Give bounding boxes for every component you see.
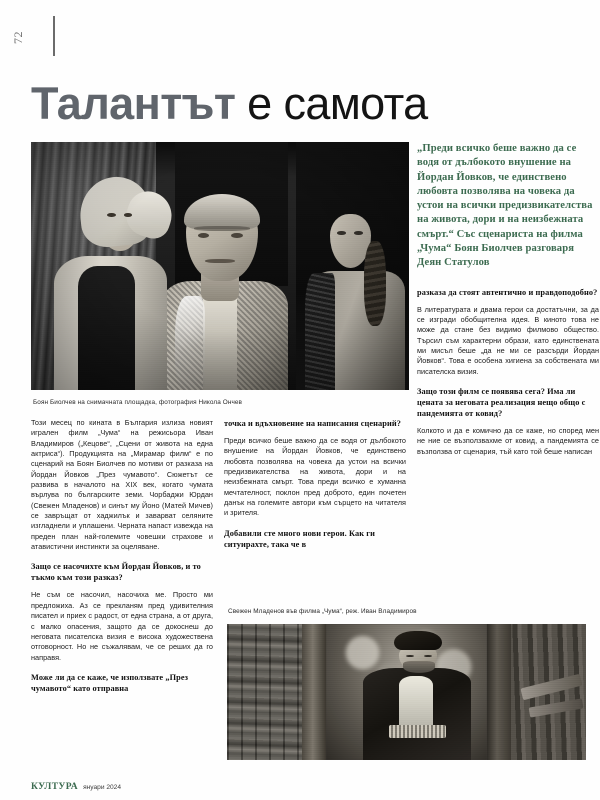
question-2-continued: точка и вдъхновение на написания сценарий?	[224, 419, 402, 428]
question-1: Защо се насочихте към Йордан Йовков, и то тъкмо към този разказ?	[31, 562, 201, 583]
footer	[31, 782, 121, 792]
answer-1: Не съм се насочил, насочиха ме. Просто ми предложиха. Аз се прекланям пред удивителния писател и приех с радост, от една страна, а от друга, с малко опасения, защото да се докоснеш до неговата писателска визия е висока художествена отговорност. Но не съжалявам, че се реших да го направя.	[31, 590, 213, 662]
photo-vignette	[31, 142, 409, 390]
folio	[11, 16, 58, 62]
second-photo-scene	[227, 624, 586, 760]
question-3-start: Добавили сте много нови герои. Как ги ситуирахте, така че в	[224, 528, 376, 549]
main-photo-scene	[31, 142, 409, 390]
second-photo	[227, 624, 586, 760]
headline-rest: е самота	[235, 78, 428, 129]
issue-date: януари 2024	[83, 784, 122, 791]
page-title	[31, 79, 428, 129]
answer-2: Преди всичко беше важно да се водя от дълбокото внушение на Йордан Йовков, че единствено любовта позволява на човека да устои на всички предизвикателства на живота, дори и на неизбежната смърт. Това преди всичко е хуманна мечтателност, поклон пред доброто, един почетен данък на големите автори към сърцето на читателя и зрителя.	[224, 436, 406, 518]
page-number: 72	[11, 31, 25, 44]
question-2-start: Може ли да се каже, че използвате „През чумавото“ като отправна	[31, 672, 189, 693]
column-three	[417, 142, 599, 466]
question-4: Защо този филм се появява сега? Има ли цената за неговата реализация нещо общо с пандемията от ковид?	[417, 387, 586, 419]
headline-emphasis: Талантът	[31, 78, 236, 129]
column-one	[31, 418, 213, 701]
question-3-continued: разказа да стоят автентично и правдоподобно?	[417, 287, 598, 297]
answer-4: Колкото и да е комично да се каже, но според мен не ние се възползвахме от ковид, а пандемията се възползва от сценария, тъй като той беше написан	[417, 426, 599, 456]
second-photo-grain	[227, 624, 586, 760]
pull-quote: „Преди всичко беше важно да се водя от дълбокото внушение на Йордан Йовков, че единствено любовта позволява на човека да устои на всички предизвикателства на живота, дори и на неизбежната смърт.“ Със сценариста на филма „Чума“ Боян Биолчев разговаря Деян Статулов	[417, 143, 593, 269]
second-photo-caption: Свежен Младенов във филма „Чума“, реж. Иван Владимиров	[228, 608, 417, 615]
main-photo-caption: Боян Биолчев на снимачната площадка, фотография Никола Ончев	[33, 399, 243, 406]
answer-3: В литературата и двама герои са достатъчни, за да се изгради обобщителна идея. В киното това не може да стане без видимо филмово общество. Търсил съм характерни образи, като единствената ми мисъл беше „да не ми се разсърди Йордан Йовков“. Това е особена хигиена за собствената ми писателска визия.	[417, 304, 599, 376]
intro-paragraph: Този месец по кината в България излиза новият игрален филм „Чума“ на режисьора Иван Владимиров („Кецове“, „Сцени от живота на една актриса“). Продукцията на „Мирамар филм“ е по сценарий на Боян Биолчев по мотиви от разказа на Йордан Йовков „През чумавото“. Сюжетът се развива в началото на XIX век, когато чумата върлува по българските земи. Чорбаджи Юрдан (Свежен Младенов) и синът му Йоно (Матей Мичев) се завръщат от хаджилък и заварват селяните изгладнели и уплашени. Черната напаст извежда на преден план най-големите човешки страхове и атавистични инстинкти за оцеляване.	[31, 418, 213, 552]
main-photo	[31, 142, 409, 390]
magazine-brand: КУЛТУРА	[31, 782, 79, 792]
column-two	[224, 418, 406, 557]
folio-rule	[53, 16, 55, 56]
